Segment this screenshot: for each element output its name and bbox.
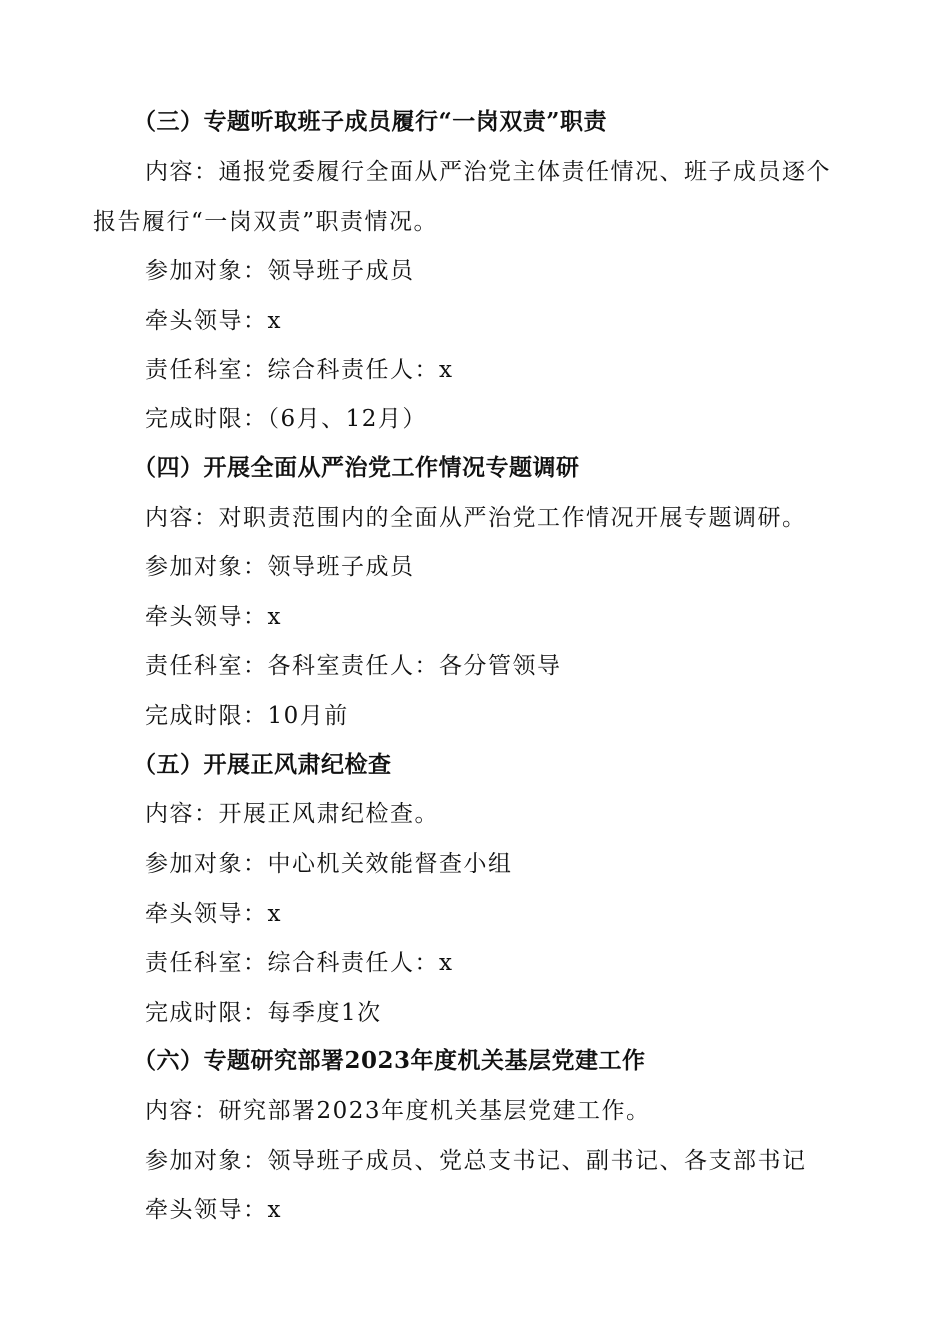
section-heading: （五）开展正风肃纪检查	[133, 751, 392, 778]
lead-line: 牵头领导：x	[145, 901, 282, 927]
lead-line: 牵头领导：x	[145, 308, 282, 334]
department-line: 责任科室：综合科责任人：x	[145, 950, 454, 976]
participants-line: 参加对象：领导班子成员	[145, 554, 415, 580]
content-line: 内容：开展正风肃纪检查。	[145, 801, 439, 827]
deadline-line: 完成时限：10月前	[145, 703, 349, 729]
content-line: 内容：通报党委履行全面从严治党主体责任情况、班子成员逐个	[145, 159, 831, 185]
deadline-line: 完成时限：每季度1次	[145, 1000, 382, 1026]
participants-line: 参加对象：领导班子成员	[145, 258, 415, 284]
section-heading: （六）专题研究部署2023年度机关基层党建工作	[133, 1047, 646, 1074]
content-line: 内容：对职责范围内的全面从严治党工作情况开展专题调研。	[145, 505, 807, 531]
section-heading: （四）开展全面从严治党工作情况专题调研	[133, 454, 580, 481]
lead-line: 牵头领导：x	[145, 604, 282, 630]
section-heading: （三）专题听取班子成员履行“一岗双责”职责	[133, 108, 607, 135]
department-line: 责任科室：各科室责任人：各分管领导	[145, 653, 562, 679]
content-line: 内容：研究部署2023年度机关基层党建工作。	[145, 1098, 651, 1124]
participants-line: 参加对象：领导班子成员、党总支书记、副书记、各支部书记	[145, 1148, 807, 1174]
lead-line: 牵头领导：x	[145, 1197, 282, 1223]
department-line: 责任科室：综合科责任人：x	[145, 357, 454, 383]
deadline-line: 完成时限：（6月、12月）	[145, 406, 427, 432]
content-continuation: 报告履行“一岗双责”职责情况。	[93, 209, 439, 235]
participants-line: 参加对象：中心机关效能督查小组	[145, 851, 513, 877]
